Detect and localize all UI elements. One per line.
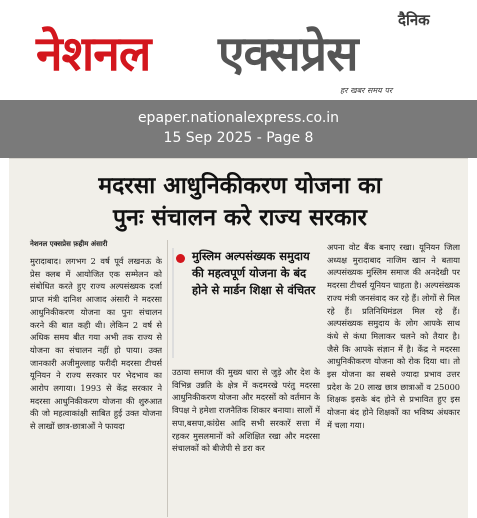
tagline: हर खबर समय पर (340, 86, 393, 95)
byline: नेशनल एक्सप्रेस फ़हीम अंसारी (30, 240, 108, 248)
headline-line-2: पुनः संचालन करे राज्य सरकार (113, 205, 367, 231)
date-page: 15 Sep 2025 - Page 8 (163, 130, 314, 146)
logo-text-grey: एक्सप्रेस (218, 26, 358, 82)
headline (20, 170, 460, 234)
epaper-url[interactable]: epaper.nationalexpress.co.in (137, 110, 340, 126)
masthead (0, 0, 477, 100)
epaper-band (0, 100, 477, 158)
subheadline: मुस्लिम अल्पसंख्यक समुदाय की महत्वपूर्ण योजना के बंद होने से मार्डन शिक्षा से वंचितर (192, 249, 316, 297)
headline-line-1: मदरसा आधुनिकीकरण योजना का (98, 173, 382, 199)
column-divider (167, 240, 168, 517)
article-column-3: अपना वोट बैंक बनाए रखा। यूनियन जिला अध्यक्ष मुरादाबाद नाजिम खान ने बताया अल्पसंख्यक मुस्लिम समाज की अनदेखी पर मदरसा टीचर्स यूनियन चाहता है। अल्पसंख्यक राज्य मंत्री जनसंवाद कर रहे हैं। लोगों से मिल रहे हैं। प्रतिनिधिमंडल मिल रहे हैं। अल्पसंख्यक समुदाय के लोग आपके साथ कंधे से कंधा मिलाकर चलने को तैयार है। जैसे कि आपके संज्ञान में है। केंद्र ने मदरसा आधुनिकीकरण योजना को रोक दिया था। तो इस योजना का सबसे ज्यादा प्रभाव उत्तर प्रदेश के 20 लाख छात्र छात्राओं व 25000 शिक्षक इसके बंद होने से प्रभावित हुए इस योजना बंद होने शिक्षकों का भविष्य अंधकार में चला गया। (327, 242, 460, 430)
article-column-2: उठाया समाज की मुख्य धारा से जुड़े और देश के विभिन्न उन्नति के क्षेत्र में कदमरखे परंतु मदरसा आधुनिकीकरण योजना और मदरसों को वर्तमान के विपक्ष ने हमेशा राजनैतिक शिकार बनाया। सालों में सपा,बसपा,कांग्रेस आदि सभी सरकारें सत्ता में रहकर मुसलमानों को अशिक्षित रखा और मदरसा संचालकों को बीजेपी से डरा कर (172, 367, 320, 454)
daily-label: दैनिक (398, 11, 430, 29)
bullet-icon (176, 254, 185, 263)
article-column-1: मुरादाबाद। लगभग 2 वर्ष पूर्व लखनऊ के प्रेस क्लब में आयोजित एक सम्मेलन को संबोधित करते हुए राज्य अल्पसंख्यक दर्जा प्राप्त मंत्री दानिश आजाद अंसारी ने मदरसा आधुनिकीकरण योजना का पुनः संचालन करने की बात कही थी। लेकिन 2 वर्ष से अधिक समय बीत गया अभी तक राज्य से योजना का संचालन नहीं हो पाया। उक्त जानकारी अजीमुल्लाह फरीदी मदरसा टीचर्स यूनियन ने राज्य सरकार पर भेदभाव का आरोप लगाया। 1993 से केंद्र सरकार ने मदरसा आधुनिकीकरण योजना की शुरुआत की जो महत्वाकांक्षी साबित हुई उक्त योजना से लाखों छात्र-छात्राओं ने फायदा (30, 256, 162, 432)
logo-text-red: नेशनल (36, 26, 151, 82)
